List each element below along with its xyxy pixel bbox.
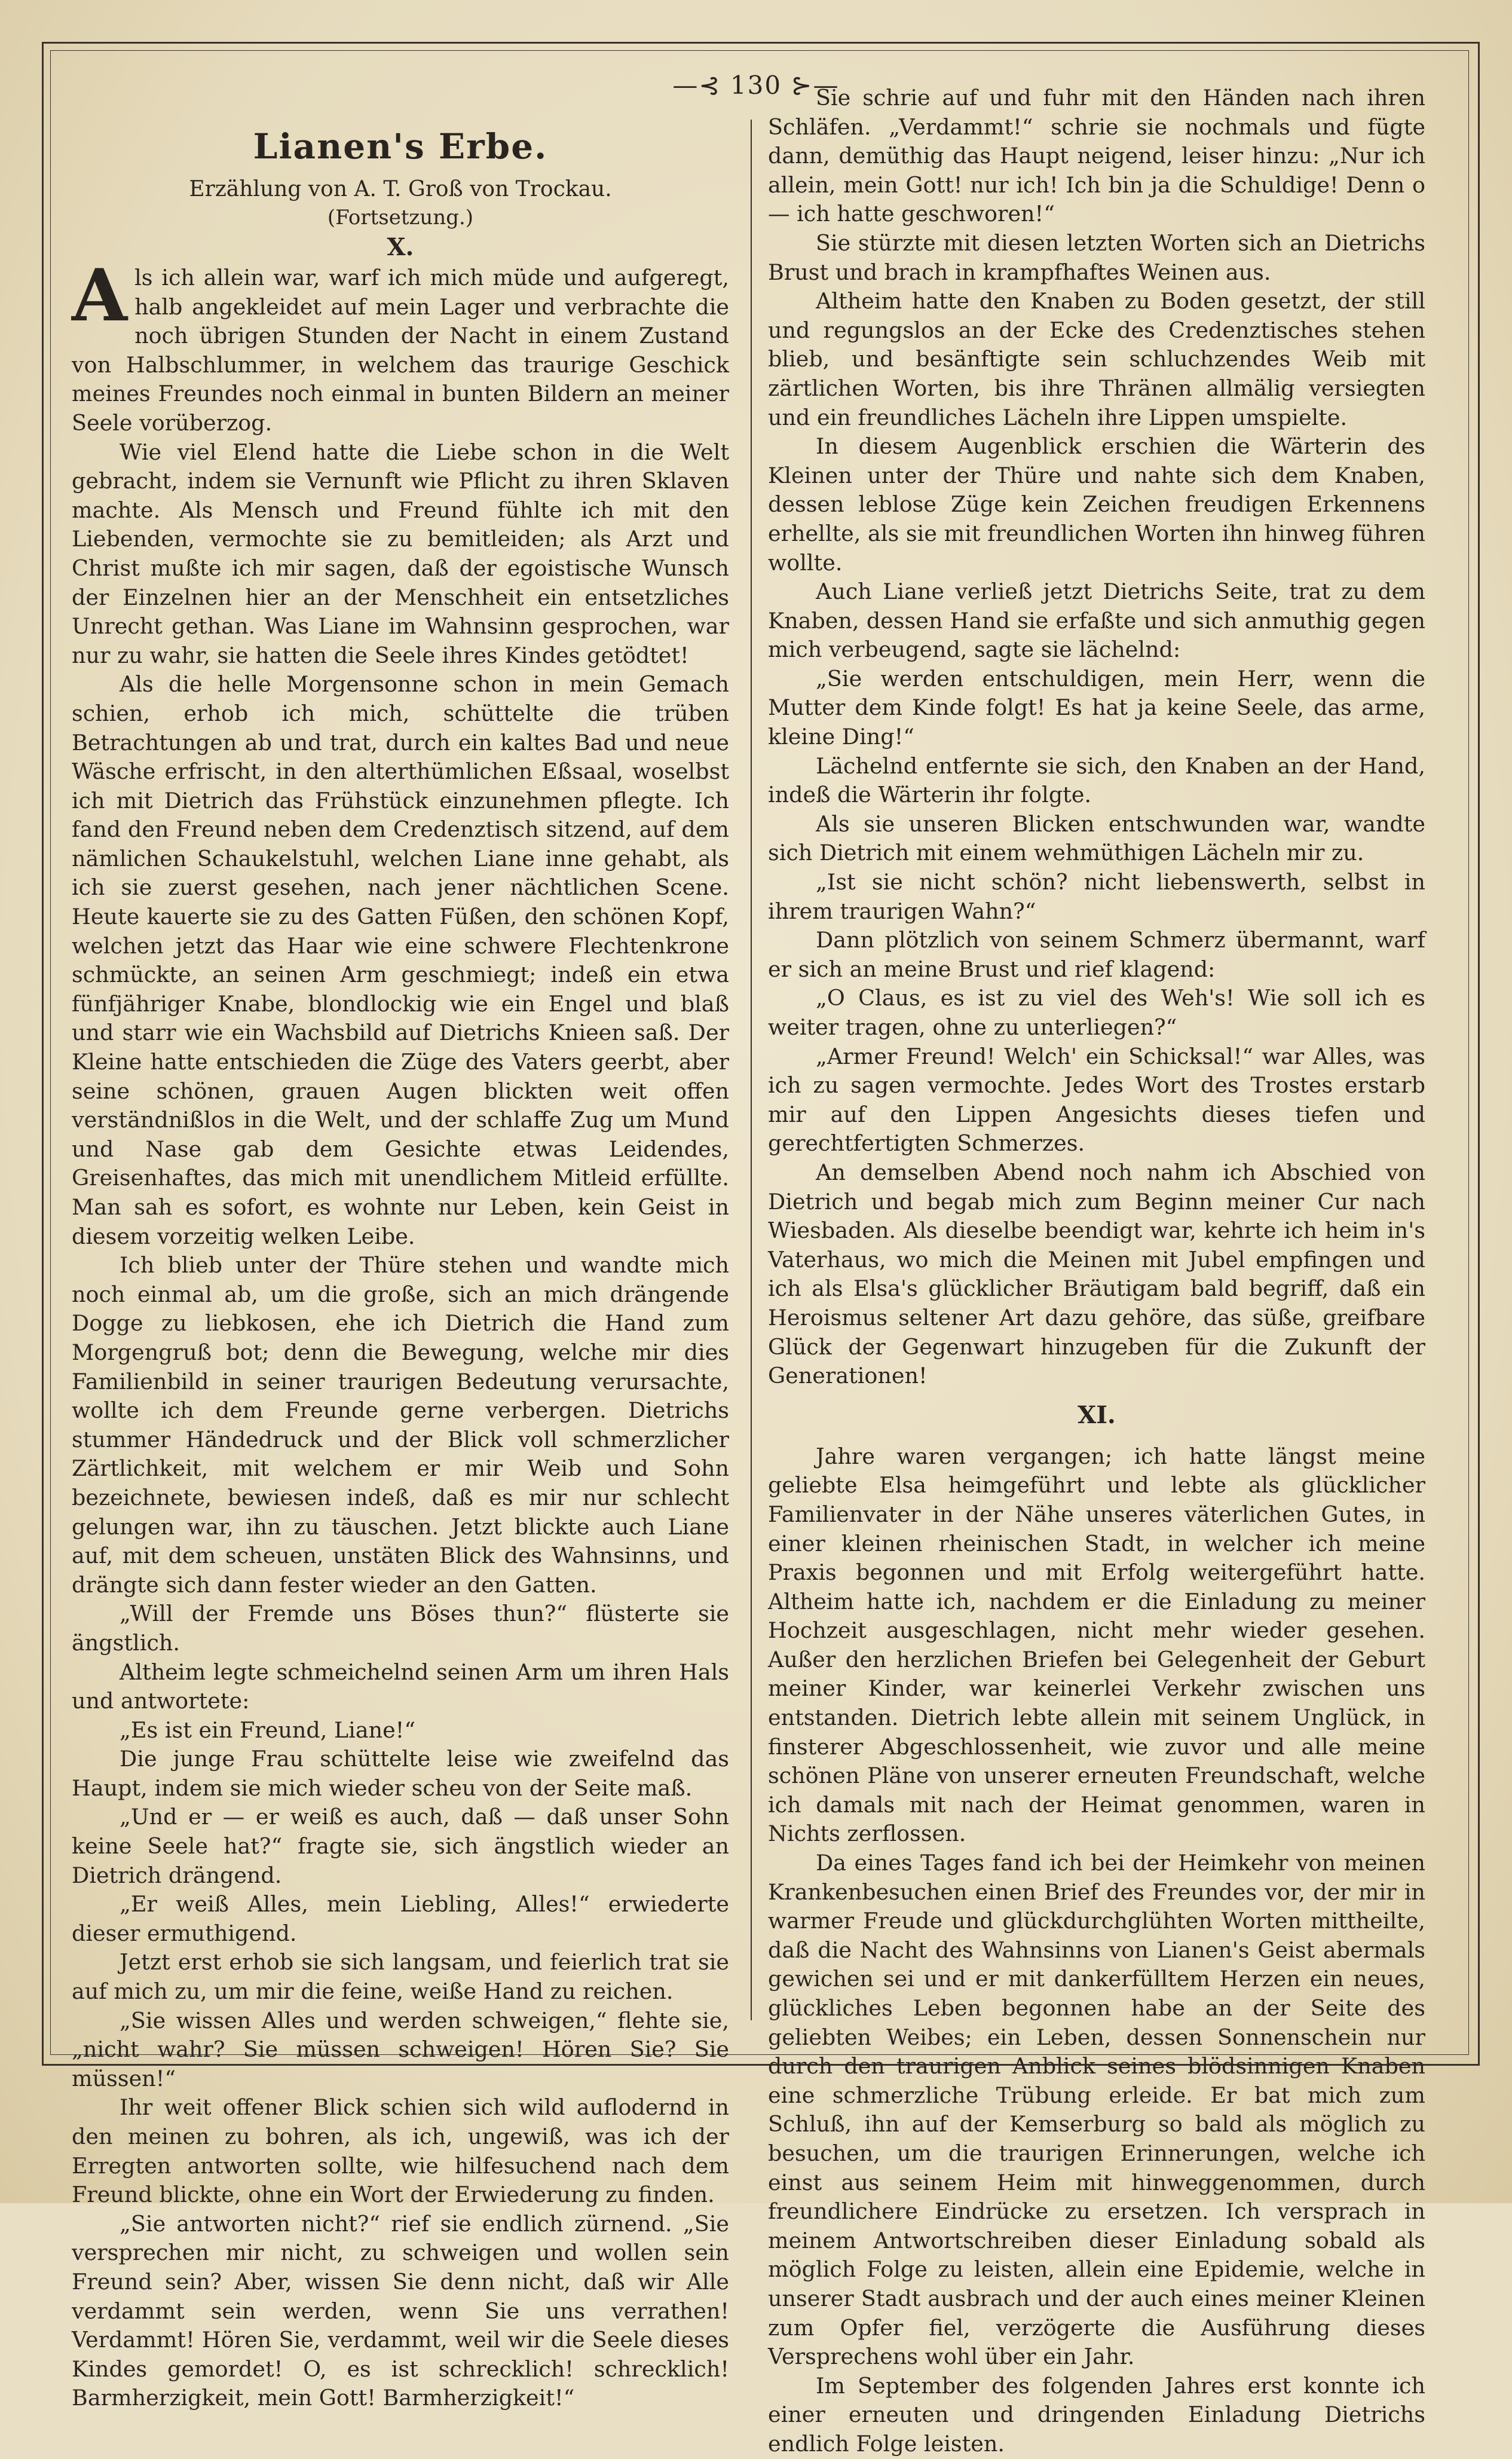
paragraph-text: Sie stürzte mit diesen letzten Worten sich an Dietrichs Brust und brach in krampfhaftes Weinen aus.	[768, 230, 1425, 285]
paragraph	[768, 1042, 1425, 1158]
article-title: Lianen's Erbe.	[253, 126, 548, 167]
paragraph	[768, 868, 1425, 926]
paragraph	[768, 1158, 1425, 1391]
paragraph-text: „Und er — er weiß es auch, daß — daß unser Sohn keine Seele hat?“ fragte sie, sich ängstlich wieder an Dietrich drängend.	[72, 1804, 729, 1888]
paragraph	[72, 1599, 729, 1657]
paragraph-text: Als sie unseren Blicken entschwunden war, wandte sich Dietrich mit einem wehmüthigen Lächeln mir zu.	[768, 811, 1425, 866]
left-column	[72, 123, 729, 2413]
paragraph	[768, 1849, 1425, 2372]
paragraph-text: Ich blieb unter der Thüre stehen und wandte mich noch einmal ab, um die große, sich an mich drängende Dogge zu liebkosen, ehe ich Dietrich die Hand zum Morgengruß bot; denn die Bewegung, welche mir dies Familienbild in seiner traurigen Bedeutung verursachte, wollte ich dem Freunde gerne verbergen. Dietrichs stummer Händedruck und der Blick voll schmerzlicher Zärtlichkeit, mit welchem er mir Weib und Sohn bezeichnete, bewiesen indeß, daß es mir nur schlecht gelungen war, ihn zu täuschen. Jetzt blickte auch Liane auf, mit dem scheuen, unstäten Blick des Wahnsinns, und drängte sich dann fester wieder an den Gatten.	[72, 1252, 729, 1598]
paragraph-text: Wie viel Elend hatte die Liebe schon in die Welt gebracht, indem sie Vernunft wie Pflicht zu ihren Sklaven machte. Als Mensch und Freund fühlte ich mit den Liebenden, vermochte sie zu bemitleiden; als Arzt und Christ mußte ich mir sagen, daß der egoistische Wunsch der Einzelnen hier an der Menschheit ein entsetzliches Unrecht gethan. Was Liane im Wahnsinn gesprochen, war nur zu wahr, sie hatten die Seele ihres Kindes getödtet!	[72, 439, 729, 668]
paragraph	[768, 984, 1425, 1042]
paragraph-text: Lächelnd entfernte sie sich, den Knaben an der Hand, indeß die Wärterin ihr folgte.	[768, 753, 1425, 808]
paragraph	[72, 1948, 729, 2006]
paragraph	[72, 1890, 729, 1948]
paragraph	[72, 1716, 729, 1745]
paragraph	[72, 2210, 729, 2413]
right-paragraphs-chapter-xi	[768, 1442, 1425, 2459]
paragraph	[72, 1658, 729, 1716]
paragraph-text: Die junge Frau schüttelte leise wie zweifelnd das Haupt, indem sie mich wieder scheu von der Seite maß.	[72, 1746, 729, 1801]
paragraph	[72, 253, 729, 438]
paragraph-text: „Will der Fremde uns Böses thun?“ flüsterte sie ängstlich.	[72, 1601, 729, 1656]
paragraph	[768, 84, 1425, 229]
paragraph-text: Ihr weit offener Blick schien sich wild auflodernd in den meinen zu bohren, als ich, ungewiß, was ich der Erregten antworten sollte, wie hilfesuchend nach dem Freund blickte, ohne ein Wort der Erwiederung zu finden.	[72, 2094, 729, 2208]
paragraph	[768, 287, 1425, 432]
paragraph-text: Im September des folgenden Jahres erst konnte ich einer erneuten und dringenden Einladung Dietrichs endlich Folge leisten.	[768, 2372, 1425, 2457]
paragraph	[768, 577, 1425, 665]
chapter-heading-xi: XI.	[1078, 1400, 1116, 1429]
right-paragraphs-chapter-x	[768, 84, 1425, 1391]
paragraph	[768, 2372, 1425, 2459]
paragraph-text: An demselben Abend noch nahm ich Abschied von Dietrich und begab mich zum Beginn meiner Cur nach Wiesbaden. Als dieselbe beendigt war, kehrte ich heim in's Vaterhaus, wo mich die Meinen mit Jubel empfingen und ich als Elsa's glücklicher Bräutigam bald begriff, daß ein Heroismus seltener Art dazu gehöre, das süße, greifbare Glück der Gegenwart hinzugeben für die Zukunft der Generationen!	[768, 1159, 1425, 1389]
paragraph-text: „Ist sie nicht schön? nicht liebenswerth, selbst in ihrem traurigen Wahn?“	[768, 869, 1425, 924]
paragraph-text: „Es ist ein Freund, Liane!“	[120, 1717, 416, 1743]
paragraph	[72, 1745, 729, 1803]
paragraph-text: Altheim hatte den Knaben zu Boden gesetzt, der still und regungslos an der Ecke des Credenztisches stehen blieb, und besänftigte sein schluchzendes Weib mit zärtlichen Worten, bis ihre Thränen allmälig versiegten und ein freundliches Lächeln ihre Lippen umspielte.	[768, 288, 1425, 430]
paragraph	[72, 2093, 729, 2209]
paragraph	[768, 752, 1425, 810]
paragraph	[768, 229, 1425, 287]
paragraph-text: „O Claus, es ist zu viel des Weh's! Wie soll ich es weiter tragen, ohne zu unterliegen?“	[768, 985, 1425, 1040]
paragraph-text: In diesem Augenblick erschien die Wärterin des Kleinen unter der Thüre und nahte sich dem Knaben, dessen leblose Züge kein Zeichen freudigen Erkennens erhellte, als sie mit freundlichen Worten ihn hinweg führen wollte.	[768, 433, 1425, 576]
paragraph	[72, 1803, 729, 1890]
paragraph	[768, 810, 1425, 868]
paragraph-text: Jetzt erst erhob sie sich langsam, und feierlich trat sie auf mich zu, um mir die feine, weiße Hand zu reichen.	[72, 1949, 729, 2005]
paragraph-text: ls ich allein war, warf ich mich müde und aufgeregt, halb angekleidet auf mein Lager und verbrachte die noch übrigen Stunden der Nacht in einem Zustand von Halbschlummer, in welchem das traurige Geschick meines Freundes noch einmal in bunten Bildern an meiner Seele vorüberzog.	[72, 265, 729, 436]
paragraph	[768, 926, 1425, 984]
paragraph	[768, 1442, 1425, 1849]
paragraph-text: Auch Liane verließ jetzt Dietrichs Seite, trat zu dem Knaben, dessen Hand sie erfaßte und sich anmuthig gegen mich verbeugend, sagte sie lächelnd:	[768, 579, 1425, 663]
column-divider	[751, 120, 752, 2020]
paragraph	[72, 1251, 729, 1599]
paragraph-text: Altheim legte schmeichelnd seinen Arm um ihren Hals und antwortete:	[72, 1659, 729, 1714]
paragraph-text: „Sie werden entschuldigen, mein Herr, wenn die Mutter dem Kinde folgt! Es hat ja keine Seele, das arme, kleine Ding!“	[768, 665, 1425, 750]
paragraph-text: Als die helle Morgensonne schon in mein Gemach schien, erhob ich mich, schüttelte die trüben Betrachtungen ab und trat, durch ein kaltes Bad und neue Wäsche erfrischt, in den alterthümlichen Eßsaal, woselbst ich mit Dietrich das Frühstück einzunehmen pflegte. Ich fand den Freund neben dem Credenztisch sitzend, auf dem nämlichen Schaukelstuhl, welchen Liane inne gehabt, als ich sie zuerst gesehen, nach jener nächtlichen Scene. Heute kauerte sie zu des Gatten Füßen, den schönen Kopf, welchen jetzt das Haar wie eine schwere Flechtenkrone schmückte, an seinen Arm geschmiegt; indeß ein etwa fünfjähriger Knabe, blondlockig wie ein Engel und blaß und starr wie ein Wachsbild auf Dietrichs Knieen saß. Der Kleine hatte entschieden die Züge des Vaters geerbt, aber seine schönen, grauen Augen blickten weit offen verständnißlos in die Welt, und der schlaffe Zug um Mund und Nase gab dem Gesichte etwas Leidendes, Greisenhaftes, das mich mit unendlichem Mitleid erfüllte. Man sah es sofort, es wohnte nur Leben, kein Geist in diesem vorzeitig welken Leibe.	[72, 671, 729, 1249]
paragraph	[72, 670, 729, 1251]
paragraph-text: „Sie wissen Alles und werden schweigen,“ flehte sie, „nicht wahr? Sie müssen schweigen! Hören Sie? Sie müssen!“	[72, 2007, 729, 2091]
paragraph-text: Dann plötzlich von seinem Schmerz übermannt, warf er sich an meine Brust und rief klagend:	[768, 927, 1425, 982]
chapter-heading-x: X.	[387, 233, 414, 261]
paragraph	[72, 438, 729, 671]
drop-cap: A	[72, 253, 128, 338]
paragraph	[768, 665, 1425, 752]
paragraph	[768, 432, 1425, 577]
left-paragraphs	[72, 253, 729, 2413]
paragraph	[72, 2007, 729, 2094]
paragraph-text: „Armer Freund! Welch' ein Schicksal!“ war Alles, was ich zu sagen vermochte. Jedes Wort des Trostes erstarb mir auf den Lippen Angesichts dieses tiefen und gerechtfertigten Schmerzes.	[768, 1043, 1425, 1157]
paragraph-text: Sie schrie auf und fuhr mit den Händen nach ihren Schläfen. „Verdammt!“ schrie sie nochmals und fügte dann, demüthig das Haupt neigend, leiser hinzu: „Nur ich allein, mein Gott! nur ich! Ich bin ja die Schuldige! Denn o — ich hatte geschworen!“	[768, 85, 1425, 227]
paragraph-text: Jahre waren vergangen; ich hatte längst meine geliebte Elsa heimgeführt und lebte als glücklicher Familienvater in der Nähe unseres väterlichen Gutes, in einer kleinen rheinischen Stadt, in welcher ich meine Praxis begonnen und mit Erfolg weitergeführt hatte. Altheim hatte ich, nachdem er die Einladung zu meiner Hochzeit ausgeschlagen, nicht mehr wieder gesehen. Außer den herzlichen Briefen bei Gelegenheit der Geburt meiner Kinder, war keinerlei Verkehr zwischen uns entstanden. Dietrich lebte allein mit seinem Unglück, in finsterer Abgeschlossenheit, wie zuvor und alle meine schönen Pläne von unserer erneuten Freundschaft, welche ich damals mit nach der Heimat genommen, waren in Nichts zerflossen.	[768, 1443, 1425, 1847]
page-number: —⊰ 130 ⊱—	[672, 71, 840, 100]
right-column	[768, 84, 1425, 2459]
paragraph-text: Da eines Tages fand ich bei der Heimkehr von meinen Krankenbesuchen einen Brief des Freundes vor, der mir in warmer Freude und glückdurchglühten Worten mittheilte, daß die Nacht des Wahnsinns von Lianen's Geist abermals gewichen sei und er mit dankerfülltem Herzen ein neues, glückliches Leben begonnen habe an der Seite des geliebten Weibes; ein Leben, dessen Sonnenschein nur durch den traurigen Anblick seines blödsinnigen Knaben eine schmerzliche Trübung erleide. Er bat mich zum Schluß, ihn auf der Kemserburg so bald als möglich zu besuchen, um die traurigen Erinnerungen, welche ich einst aus seinem Heim mit hinweggenommen, durch freundlichere Eindrücke zu ersetzen. Ich versprach in meinem Antwortschreiben dieser Einladung sobald als möglich Folge zu leisten, allein eine Epidemie, welche in unserer Stadt ausbrach und der auch eines meiner Kleinen zum Opfer fiel, verzögerte die Ausführung dieses Versprechens wohl über ein Jahr.	[768, 1850, 1425, 2370]
paragraph-text: „Er weiß Alles, mein Liebling, Alles!“ erwiederte dieser ermuthigend.	[72, 1891, 729, 1946]
paragraph-text: „Sie antworten nicht?“ rief sie endlich zürnend. „Sie versprechen mir nicht, zu schweigen und wollen sein Freund sein? Aber, wissen Sie denn nicht, daß wir Alle verdammt sein werden, wenn Sie uns verrathen! Verdammt! Hören Sie, verdammt, weil wir die Seele dieses Kindes gemordet! O, es ist schrecklich! schrecklich! Barmherzigkeit, mein Gott! Barmherzigkeit!“	[72, 2210, 729, 2411]
continuation-note: (Fortsetzung.)	[327, 206, 474, 230]
article-byline: Erzählung von A. T. Groß von Trockau.	[189, 177, 612, 201]
